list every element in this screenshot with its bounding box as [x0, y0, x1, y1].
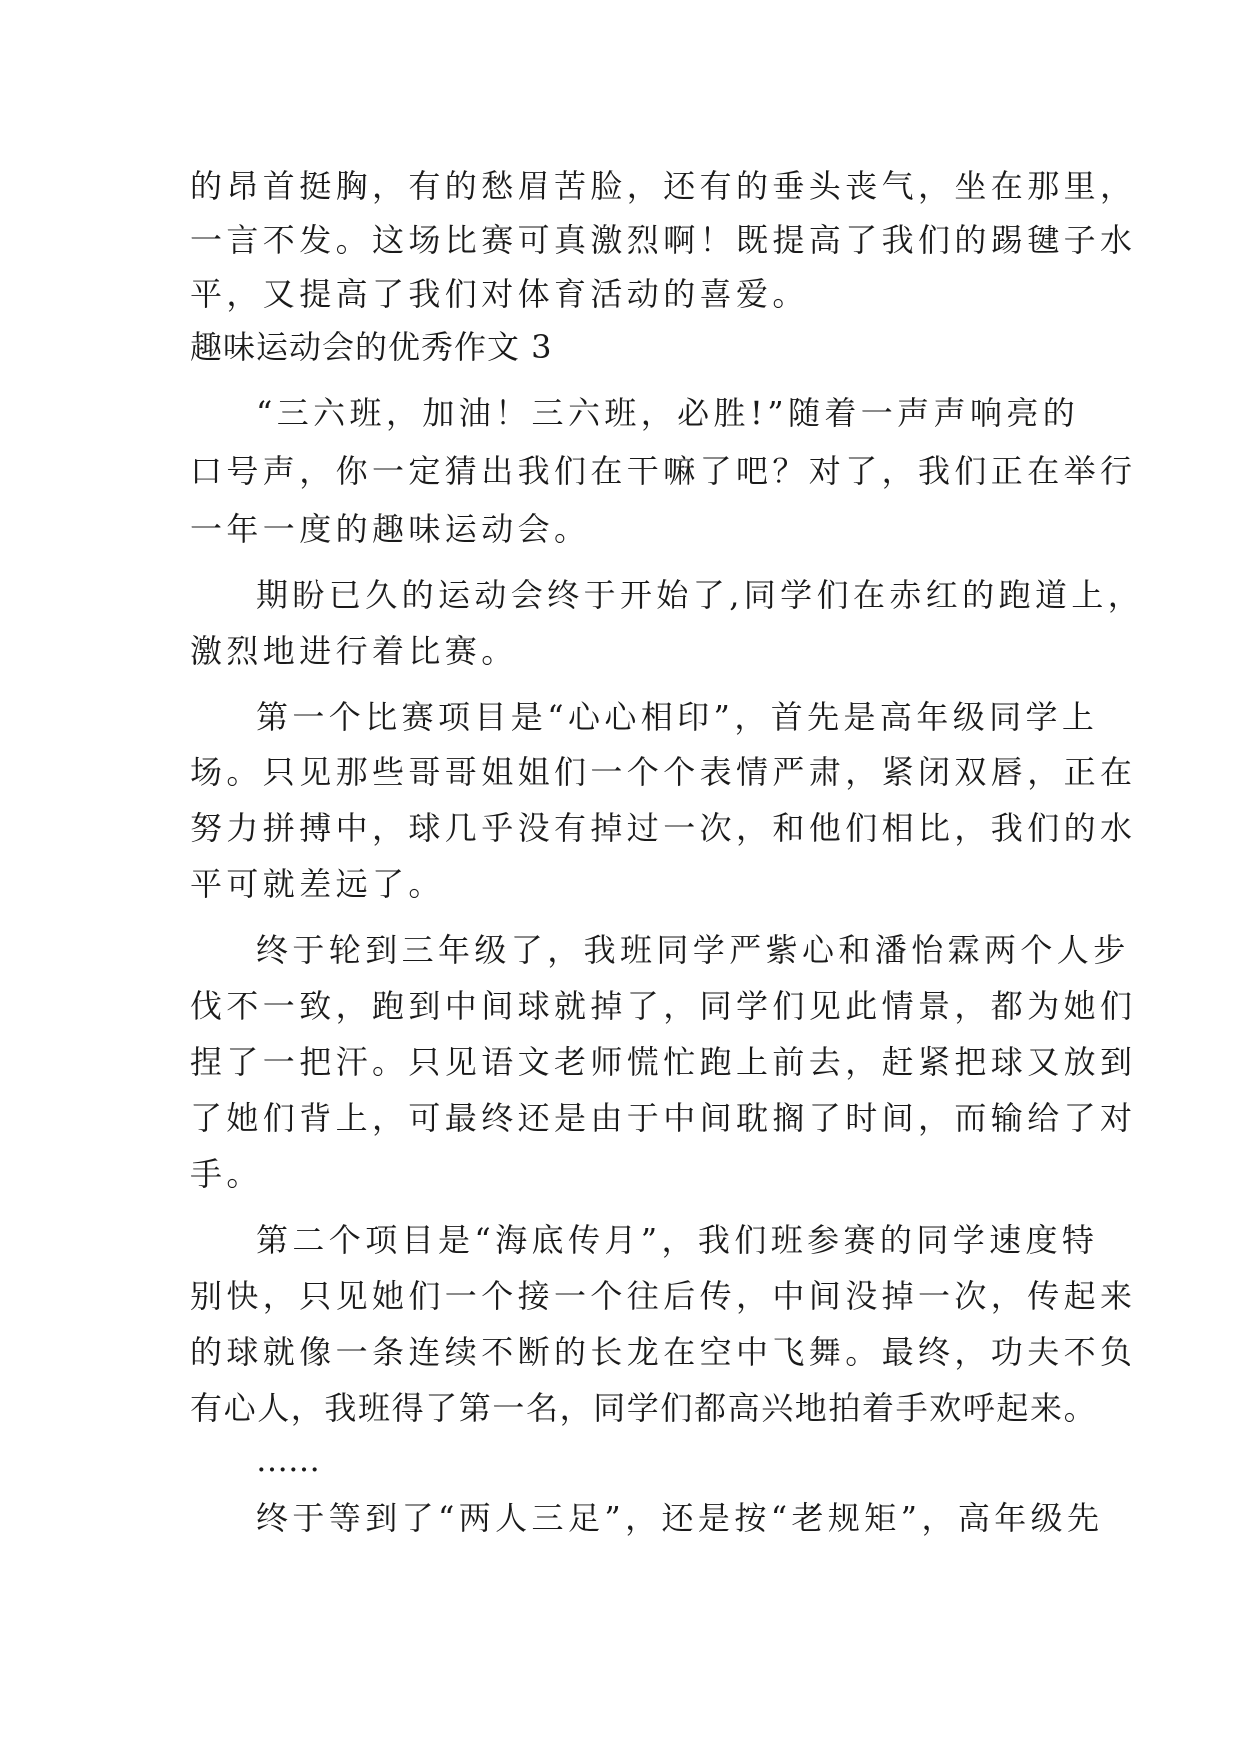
text-line: 别快，只见她们一个接一个往后传，中间没掉一次，传起来: [190, 1277, 1137, 1315]
text-line: 努力拼搏中，球几乎没有掉过一次，和他们相比，我们的水: [190, 809, 1137, 847]
text-line: 激烈地进行着比赛。: [190, 632, 518, 670]
text-line: 口号声，你一定猜出我们在干嘛了吧？对了，我们正在举行: [190, 452, 1137, 490]
text-line: 场。只见那些哥哥姐姐们一个个表情严肃，紧闭双唇，正在: [190, 753, 1137, 791]
text-line: 一言不发。这场比赛可真激烈啊！既提高了我们的踢毽子水: [190, 221, 1137, 259]
ellipsis-line: ……: [256, 1441, 320, 1479]
text-line: 第一个比赛项目是“心心相印”，首先是高年级同学上: [256, 698, 1099, 736]
text-line: 一年一度的趣味运动会。: [190, 510, 591, 548]
text-line: “三六班，加油！三六班，必胜!”随着一声声响亮的: [256, 394, 1080, 432]
text-line: 伐不一致，跑到中间球就掉了，同学们见此情景，都为她们: [190, 987, 1137, 1025]
text-line: 平可就差远了。: [190, 865, 445, 903]
text-line: 有心人，我班得了第一名，同学们都高兴地拍着手欢呼起来。: [190, 1389, 1098, 1427]
text-line: 终于等到了“两人三足”，还是按“老规矩”，高年级先: [256, 1499, 1104, 1537]
text-line: 捏了一把汗。只见语文老师慌忙跑上前去，赶紧把球又放到: [190, 1043, 1137, 1081]
text-line: 期盼已久的运动会终于开始了,同学们在赤红的跑道上，: [256, 576, 1145, 614]
section-heading: 趣味运动会的优秀作文 3: [190, 328, 553, 366]
text-line: 第二个项目是“海底传月”，我们班参赛的同学速度特: [256, 1221, 1099, 1259]
text-line: 的球就像一条连续不断的长龙在空中飞舞。最终，功夫不负: [190, 1333, 1137, 1371]
text-line: 平，又提高了我们对体育活动的喜爱。: [190, 275, 809, 313]
text-line: 的昂首挺胸，有的愁眉苦脸，还有的垂头丧气，坐在那里，: [190, 167, 1137, 205]
text-line: 终于轮到三年级了，我班同学严紫心和潘怡霖两个人步: [256, 931, 1130, 969]
text-line: 手。: [190, 1155, 263, 1193]
text-line: 了她们背上，可最终还是由于中间耽搁了时间，而输给了对: [190, 1099, 1137, 1137]
